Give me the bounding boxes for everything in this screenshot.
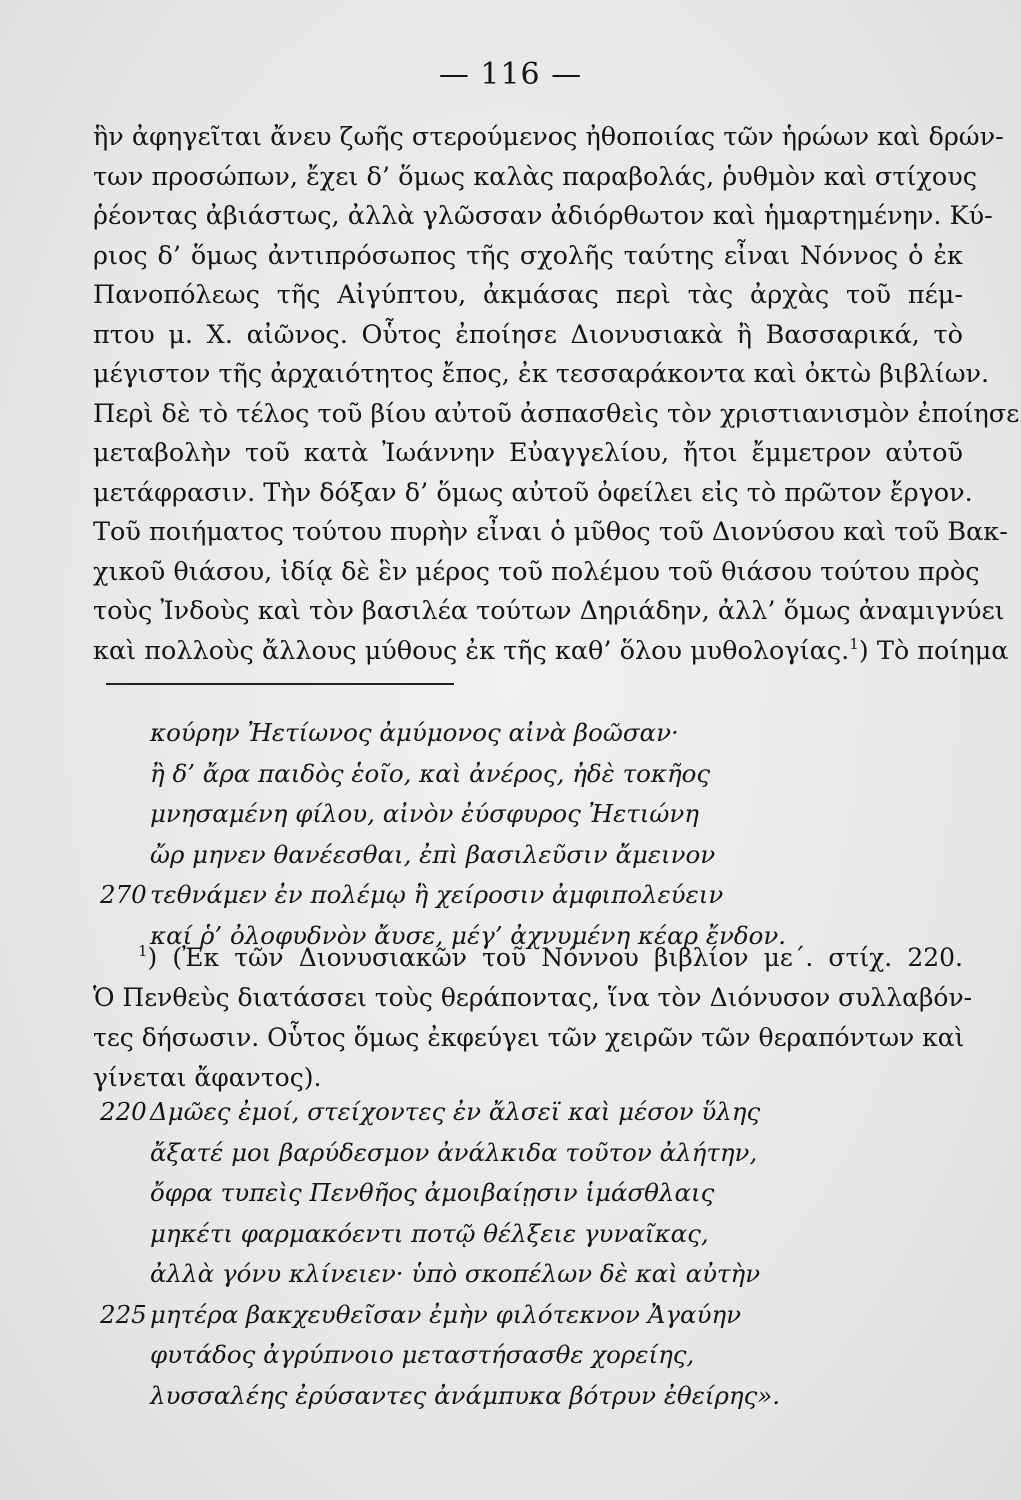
verse-line	[100, 1335, 970, 1376]
verse-line	[100, 1092, 970, 1133]
verse-text: φυτάδος ἀγρύπνοιο μεταστήσασθε χορείης,	[150, 1340, 695, 1369]
footnote-line	[93, 938, 963, 978]
footnote-line: τες δήσωσιν. Οὗτος ὅμως ἐκφεύγει τῶν χειρῶν τῶν θεραπόντων καὶ	[93, 1023, 965, 1052]
verse-text: Δμῶες ἐμοί, στείχοντες ἐν ἄλσεϊ καὶ μέσον ὕλης	[150, 1097, 761, 1126]
footnote-divider	[106, 683, 454, 685]
verse-text: ὄφρα τυπεὶς Πενθῆος ἀμοιβαίῃσιν ἱμάσθλαις	[150, 1178, 715, 1207]
text-line: Περὶ δὲ τὸ τέλος τοῦ βίου αὐτοῦ ἀσπασθεὶς τὸν χριστιανισμὸν ἐποίησε	[93, 398, 1020, 429]
verse-line	[100, 835, 970, 876]
verse-line	[100, 1376, 970, 1417]
verse-text: μνησαμένη φίλου, αἰνὸν ἐύσφυρος Ἠετιώνη	[150, 799, 699, 828]
verse-line	[100, 1133, 970, 1174]
verse-text: λυσσαλέης ἐρύσαντες ἀνάμπυκα βότρυν ἐθείρης».	[150, 1380, 781, 1410]
page-number: — 116 —	[438, 57, 583, 92]
text-line: χικοῦ θιάσου, ἰδίᾳ δὲ ἓν μέρος τοῦ πολέμου τοῦ θιάσου τούτου πρὸς	[93, 556, 980, 587]
text-line: μετάφρασιν. Τὴν δόξαν δ’ ὅμως αὐτοῦ ὀφείλει εἰς τὸ πρῶτον ἔργον.	[93, 477, 973, 508]
verse-line	[100, 1214, 970, 1255]
text-line: ἣν ἀφηγεῖται ἄνευ ζωῆς στερούμενος ἠθοποιίας τῶν ἡρώων καὶ δρών-	[93, 122, 1004, 152]
text-line: πτου μ. Χ. αἰῶνος. Οὗτος ἐποίησε Διονυσιακὰ ἢ Βασσαρικά, τὸ	[93, 319, 963, 350]
text-line-last	[93, 632, 1009, 672]
verse-text: ἀλλὰ γόνυ κλίνειεν· ὑπὸ σκοπέλων δὲ καὶ αὐτὴν	[150, 1259, 761, 1288]
line-number: 225	[100, 1299, 147, 1329]
verse-text: τεθνάμεν ἐν πολέμῳ ἢ χείροσιν ἀμφιπολεύειν	[150, 880, 724, 909]
verse-text: ἢ δ’ ἄρα παιδὸς ἑοῖο, καὶ ἀνέρος, ἠδὲ τοκῆος	[150, 758, 711, 788]
verse-line	[100, 875, 970, 916]
verse-block-iliad	[100, 713, 970, 956]
verse-text: μηκέτι φαρμακόεντι ποτῷ θέλξειε γυναῖκας,	[150, 1218, 709, 1248]
text-line: τοὺς Ἰνδοὺς καὶ τὸν βασιλέα τούτων Δηριάδην, ἀλλ’ ὅμως ἀναμιγνύει	[93, 596, 1005, 626]
text-segment: ) (Ἐκ τῶν Διονυσιακῶν τοῦ Νόννου βιβλίον με΄. στίχ. 220.	[147, 943, 963, 972]
text-line: των προσώπων, ἔχει δ’ ὅμως καλὰς παραβολάς, ῥυθμὸν καὶ στίχους	[93, 161, 978, 192]
line-number: 220	[100, 1097, 147, 1126]
main-paragraph	[93, 118, 1020, 671]
text-line: ῥέοντας ἀβιάστως, ἀλλὰ γλῶσσαν ἀδιόρθωτον καὶ ἡμαρτημένην. Κύ-	[93, 201, 993, 231]
verse-text: ὤρ μηνεν θανέεσθαι, ἐπὶ βασιλεῦσιν ἄμεινον	[150, 839, 716, 869]
verse-text: κούρην Ἠετίωνος ἀμύμονος αἰνὰ βοῶσαν·	[150, 718, 679, 747]
verse-block-nonnus	[100, 1092, 970, 1416]
text-line: μέγιστον τῆς ἀρχαιότητος ἔπος, ἐκ τεσσαράκοντα καὶ ὀκτὼ βιβλίων.	[93, 359, 990, 389]
line-number: 270	[100, 880, 147, 909]
footnote-line: γίνεται ἄφαντος).	[93, 1063, 322, 1092]
verse-line	[100, 754, 970, 795]
footnote-marker: 1	[849, 634, 859, 653]
text-line: Τοῦ ποιήματος τούτου πυρὴν εἶναι ὁ μῦθος τοῦ Διονύσου καὶ τοῦ Βακ-	[93, 517, 1008, 547]
verse-line	[100, 794, 970, 835]
text-line: μεταβολὴν τοῦ κατὰ Ἰωάννην Εὐαγγελίου, ἤτοι ἔμμετρον αὐτοῦ	[93, 438, 963, 468]
footnote-line: Ὁ Πενθεὺς διατάσσει τοὺς θεράποντας, ἵνα τὸν Διόνυσον συλλαβόν-	[93, 983, 973, 1012]
verse-line	[100, 1173, 970, 1214]
verse-text: καί ῥ’ ὀλοφυδνὸν ἄυσε, μέγ’ ἀχνυμένη κέαρ ἔνδον.	[150, 920, 787, 950]
text-line: ριος δ’ ὅμως ἀντιπρόσωπος τῆς σχολῆς ταύτης εἶναι Νόννος ὁ ἐκ	[93, 240, 963, 271]
verse-text: ἄξατέ μοι βαρύδεσμον ἀνάλκιδα τοῦτον ἀλήτην,	[150, 1137, 758, 1167]
footnote	[93, 938, 973, 1098]
text-segment: ) Τὸ ποίημα	[858, 635, 1009, 666]
text-segment: καὶ πολλοὺς ἄλλους μύθους ἐκ τῆς καθ’ ὅλου μυθολογίας.	[93, 635, 850, 666]
text-line: Πανοπόλεως τῆς Αἰγύπτου, ἀκμάσας περὶ τὰς ἀρχὰς τοῦ πέμ-	[93, 280, 963, 310]
footnote-marker: 1	[138, 942, 148, 960]
verse-line	[100, 1295, 970, 1336]
verse-line	[100, 713, 970, 754]
verse-line	[100, 1254, 970, 1295]
verse-text: μητέρα βακχευθεῖσαν ἐμὴν φιλότεκνον Ἀγαύην	[150, 1299, 742, 1329]
